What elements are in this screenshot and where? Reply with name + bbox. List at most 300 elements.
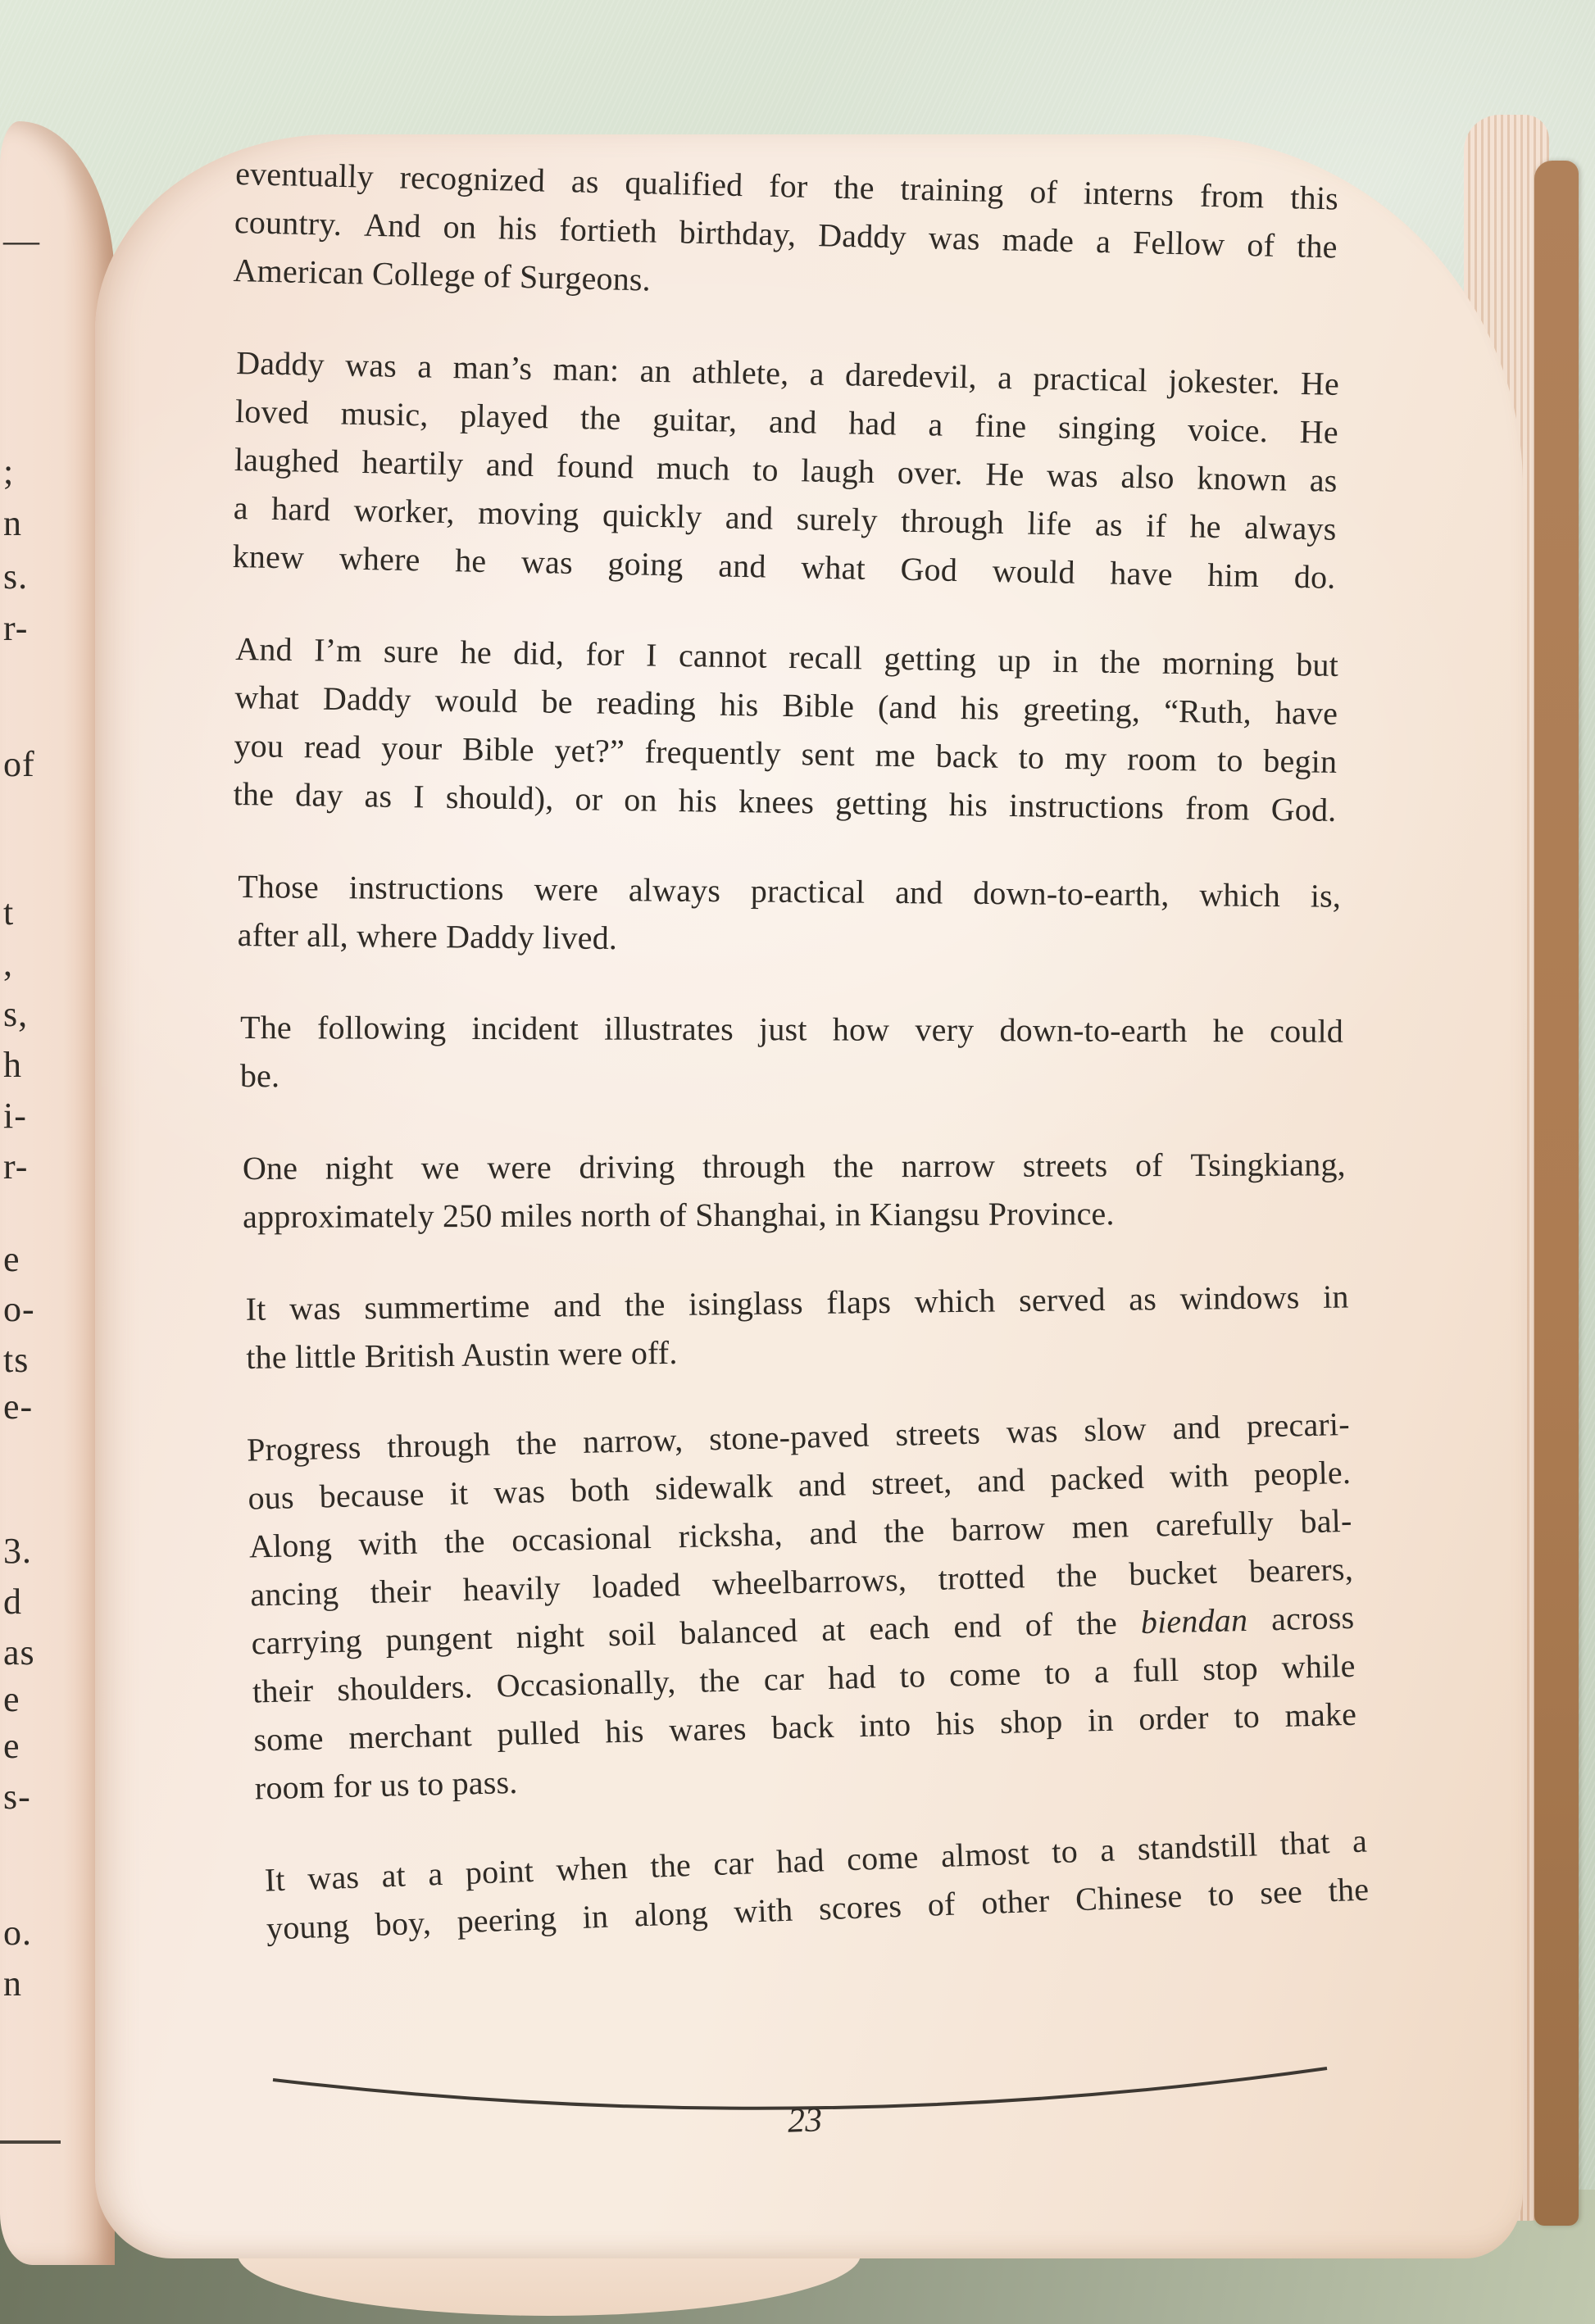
word: with — [733, 1891, 794, 1931]
word: incident — [471, 1010, 579, 1047]
word: along — [634, 1894, 709, 1934]
word: Daddy — [322, 679, 411, 719]
word: would — [992, 551, 1076, 591]
word: sent — [801, 735, 856, 774]
facing-page-text-fragment: ts — [3, 1340, 30, 1380]
word: reading — [596, 683, 697, 723]
word: following — [316, 1009, 447, 1046]
word: laugh — [800, 452, 875, 490]
facing-page-text-fragment: n — [3, 503, 22, 543]
word: to — [899, 1657, 926, 1695]
facing-page-text-fragment: of — [3, 744, 35, 784]
facing-page-text-fragment: h — [3, 1045, 22, 1085]
word: driving — [579, 1148, 675, 1186]
word: young — [266, 1907, 350, 1947]
word: day — [294, 776, 343, 814]
word: man’s — [452, 348, 533, 387]
facing-page-text-fragment: — — [3, 220, 40, 261]
word: narrow, — [582, 1421, 684, 1460]
word: to — [752, 451, 779, 488]
word: because — [319, 1475, 425, 1515]
word: we — [420, 1149, 460, 1187]
word: where — [339, 539, 420, 579]
word: see — [1259, 1872, 1303, 1912]
paragraph — [232, 338, 1339, 601]
word: what — [234, 679, 300, 717]
facing-page-text-fragment: e- — [3, 1387, 34, 1427]
facing-page-text-fragment: t — [3, 892, 15, 933]
word: was — [289, 1289, 342, 1328]
word: which — [1199, 876, 1281, 915]
word: pulled — [496, 1713, 581, 1753]
word: in — [1322, 1278, 1349, 1315]
word: It — [264, 1860, 286, 1899]
word: was — [1046, 456, 1099, 495]
word: the — [1075, 1604, 1118, 1642]
word: loved — [234, 393, 310, 431]
word: as — [1094, 506, 1124, 543]
word: instructions — [1008, 787, 1165, 826]
word: which — [914, 1282, 996, 1320]
word: night — [325, 1149, 394, 1187]
word: end — [952, 1606, 1002, 1645]
word: morning — [1161, 643, 1275, 683]
paragraph — [233, 149, 1339, 319]
word: and — [976, 1461, 1026, 1500]
word: through — [702, 1147, 807, 1186]
word: for — [585, 635, 625, 674]
word: his — [960, 689, 1000, 727]
word: guitar, — [652, 400, 738, 439]
word: to — [1043, 1653, 1071, 1691]
word: did, — [512, 634, 565, 672]
text-line: American College of Surgeons. — [233, 251, 652, 298]
word: that — [1279, 1823, 1331, 1863]
word: to — [1207, 1875, 1235, 1913]
word: to — [1216, 741, 1243, 779]
word: a — [1352, 1822, 1368, 1860]
word: worker, — [353, 491, 456, 531]
word: windows — [1179, 1278, 1300, 1317]
word: Those — [238, 868, 320, 906]
word: Bible — [461, 730, 535, 769]
word: could — [1270, 1012, 1344, 1050]
word: And — [234, 630, 293, 669]
word: the — [1296, 227, 1338, 266]
word: up — [997, 641, 1032, 679]
word: instructions — [348, 869, 505, 907]
word: carefully — [1155, 1504, 1275, 1544]
word: always — [1243, 508, 1337, 547]
word: of — [926, 1885, 957, 1923]
book-cover-edge — [1534, 161, 1579, 2226]
word: and — [894, 874, 943, 911]
word: moving — [477, 493, 580, 533]
word: laughed — [234, 441, 340, 480]
word: the — [1056, 1556, 1098, 1595]
word: recall — [788, 638, 863, 677]
word: was — [928, 219, 981, 257]
text-line: after all, where Daddy lived. — [237, 916, 618, 957]
word: my — [1064, 739, 1107, 777]
facing-page-text-fragment: e — [3, 1726, 20, 1766]
facing-page-text-fragment: i- — [3, 1096, 27, 1136]
text-line — [240, 1003, 1343, 1055]
word: bearers, — [1248, 1550, 1354, 1590]
paragraph — [240, 1003, 1343, 1104]
word: me — [875, 736, 916, 774]
word: “Ruth, — [1163, 692, 1252, 731]
word: and — [552, 1286, 602, 1324]
word: practical — [1033, 359, 1148, 399]
word: at — [820, 1610, 846, 1649]
word: the — [833, 168, 875, 207]
word: hard — [270, 489, 331, 529]
word: fine — [974, 406, 1027, 445]
word: heavily — [462, 1568, 561, 1609]
word: knew — [232, 537, 305, 576]
word: the — [443, 1522, 486, 1560]
word: I’m — [313, 631, 362, 670]
word: his — [935, 1704, 975, 1742]
word: as — [570, 162, 600, 201]
word: was — [520, 542, 574, 581]
word: quickly — [602, 496, 702, 535]
word: a — [416, 347, 433, 385]
word: had — [847, 404, 897, 443]
word: it — [449, 1474, 469, 1512]
text-line: approximately 250 miles north of Shanghai, in Kiangsu Province. — [243, 1195, 1115, 1235]
word: were — [487, 1148, 552, 1186]
word: Occasionally, — [496, 1663, 676, 1704]
word: when — [555, 1848, 629, 1888]
word: a — [233, 488, 249, 527]
word: He — [1300, 364, 1340, 402]
word: he — [454, 542, 487, 579]
word: or — [575, 780, 603, 818]
paragraph — [264, 1817, 1370, 1953]
word: yet?” — [554, 731, 625, 770]
word: begin — [1263, 742, 1338, 780]
word: training — [900, 170, 1005, 210]
word: back — [935, 737, 999, 775]
word: boy, — [374, 1904, 432, 1943]
word: sidewalk — [654, 1467, 774, 1507]
word: but — [1295, 646, 1339, 683]
facing-page-text-fragment: r- — [3, 1146, 29, 1187]
word: knees — [738, 783, 815, 821]
word: he — [1189, 507, 1222, 546]
word: street, — [870, 1463, 952, 1502]
word: back — [770, 1707, 835, 1746]
word: flaps — [826, 1282, 892, 1321]
word: in — [581, 1897, 609, 1936]
word: how — [832, 1010, 890, 1048]
facing-page-text-fragment: s, — [3, 994, 29, 1034]
word: the — [698, 1661, 741, 1700]
word: he — [1212, 1012, 1245, 1050]
word: car — [763, 1659, 805, 1698]
word: have — [1109, 554, 1174, 592]
word: of — [1029, 173, 1058, 211]
facing-page-text-fragment: s- — [3, 1777, 31, 1817]
word: through — [900, 502, 1005, 542]
word: qualified — [624, 163, 743, 204]
word: down-to-earth, — [972, 874, 1170, 913]
word: across — [1270, 1598, 1355, 1638]
word: and — [717, 547, 767, 585]
word: was — [307, 1858, 360, 1897]
paragraph — [243, 1140, 1346, 1241]
facing-page-text-fragment: o. — [3, 1913, 32, 1953]
facing-page-text-fragment: e — [3, 1679, 20, 1719]
facing-page-text-fragment: as — [3, 1632, 35, 1673]
word: into — [858, 1705, 911, 1745]
word: wares — [668, 1709, 748, 1749]
word: read — [303, 728, 361, 766]
word: order — [1138, 1699, 1210, 1738]
word: come — [948, 1654, 1022, 1694]
word: almost — [940, 1834, 1030, 1875]
word: biendan — [1140, 1600, 1248, 1641]
word: fortieth — [558, 211, 658, 250]
facing-page-text-fragment: r- — [3, 608, 29, 648]
word: and — [798, 1465, 847, 1504]
word: bal- — [1299, 1501, 1352, 1541]
word: from — [1199, 176, 1266, 216]
word: It — [245, 1290, 266, 1328]
word: at — [380, 1856, 407, 1895]
word: He — [984, 455, 1025, 493]
word: just — [758, 1010, 807, 1048]
paragraph — [246, 1400, 1358, 1813]
word: And — [363, 206, 422, 245]
word: merchant — [348, 1716, 473, 1756]
word: (and — [877, 688, 938, 726]
word: Tsingkiang, — [1190, 1146, 1346, 1183]
word: singing — [1057, 408, 1156, 447]
word: The — [240, 1009, 292, 1046]
word: the — [233, 774, 275, 813]
word: should), — [445, 778, 554, 817]
word: shop — [999, 1702, 1063, 1741]
word: he — [460, 633, 493, 671]
word: Along — [248, 1526, 333, 1565]
word: interns — [1083, 174, 1175, 213]
word: known — [1196, 459, 1288, 498]
word: balanced — [679, 1611, 798, 1652]
word: cannot — [678, 637, 768, 675]
word: was — [344, 346, 398, 384]
word: bucket — [1128, 1553, 1218, 1593]
word: night — [516, 1616, 585, 1655]
word: packed — [1050, 1458, 1145, 1498]
word: streets — [1022, 1146, 1108, 1184]
facing-page-text-fragment: ; — [3, 452, 15, 492]
word: room — [1126, 740, 1197, 778]
word: be — [541, 683, 574, 721]
word: through — [386, 1425, 491, 1465]
word: served — [1018, 1280, 1106, 1319]
word: peering — [456, 1899, 557, 1940]
word: a — [1095, 222, 1111, 261]
word: and — [725, 498, 774, 537]
word: man: — [552, 350, 620, 388]
word: getting — [884, 639, 977, 679]
word: I — [413, 778, 425, 815]
word: loaded — [592, 1566, 681, 1605]
word: on — [443, 207, 477, 246]
word: the — [1099, 642, 1141, 681]
word: illustrates — [604, 1010, 734, 1048]
word: your — [380, 729, 443, 767]
facing-page-rule-fragment — [0, 2140, 61, 2144]
word: in — [1052, 642, 1079, 680]
word: greeting, — [1022, 690, 1141, 729]
word: Bible — [782, 686, 855, 725]
word: shoulders. — [336, 1668, 474, 1709]
facing-page-text-fragment: e — [3, 1239, 20, 1279]
word: heartily — [361, 443, 464, 483]
word: of — [1134, 1146, 1163, 1184]
word: had — [775, 1841, 825, 1881]
word: do. — [1293, 557, 1336, 596]
word: was — [1006, 1412, 1059, 1450]
word: played — [459, 397, 549, 436]
word: wheelbarrows, — [711, 1560, 907, 1603]
word: while — [1281, 1646, 1356, 1686]
word: voice. — [1187, 411, 1269, 450]
word: for — [768, 166, 808, 205]
word: streets — [894, 1414, 981, 1453]
word: One — [242, 1149, 298, 1187]
word: as — [1129, 1280, 1157, 1318]
word: carrying — [251, 1622, 363, 1662]
text-line — [243, 1140, 1346, 1192]
word: surely — [796, 500, 879, 539]
word: come — [846, 1838, 920, 1878]
word: a — [997, 358, 1013, 397]
word: narrow — [901, 1146, 996, 1185]
word: occasional — [511, 1518, 652, 1559]
word: precari- — [1246, 1405, 1351, 1445]
word: people. — [1253, 1453, 1352, 1493]
word: was — [493, 1473, 546, 1511]
word: sure — [383, 632, 439, 670]
word: a — [928, 406, 943, 443]
word: him — [1206, 556, 1260, 595]
word: Daddy — [817, 216, 907, 256]
word: frequently — [644, 733, 782, 772]
word: the — [649, 1846, 692, 1885]
word: each — [868, 1609, 930, 1647]
word: slow — [1083, 1409, 1147, 1449]
word: always — [628, 871, 721, 910]
word: full — [1132, 1650, 1179, 1690]
word: trotted — [938, 1558, 1025, 1597]
facing-page-text-fragment: n — [3, 1963, 22, 2004]
word: found — [556, 447, 634, 486]
word: He — [1299, 412, 1339, 451]
word: of — [1025, 1605, 1053, 1644]
word: a — [427, 1854, 444, 1893]
word: the — [624, 1286, 666, 1323]
word: God. — [1270, 790, 1337, 828]
word: much — [656, 448, 731, 488]
word: a — [809, 355, 825, 393]
word: to — [1233, 1697, 1261, 1736]
word: had — [827, 1658, 877, 1696]
word: scores — [818, 1886, 902, 1927]
word: some — [252, 1719, 325, 1759]
word: ous — [247, 1478, 295, 1517]
word: down-to-earth — [999, 1011, 1188, 1050]
word: summertime — [364, 1287, 530, 1327]
word: music, — [340, 394, 429, 433]
word: stop — [1202, 1649, 1259, 1688]
word: an — [639, 352, 672, 390]
word: what — [800, 548, 866, 587]
word: Chinese — [1075, 1877, 1184, 1918]
word: as — [364, 777, 393, 815]
word: isinglass — [688, 1284, 803, 1323]
word: Fellow — [1132, 223, 1225, 263]
word: both — [570, 1470, 630, 1509]
word: a — [1093, 1652, 1110, 1691]
paragraph — [245, 1273, 1349, 1382]
page-number: 23 — [787, 2101, 823, 2140]
word: jokester. — [1167, 361, 1280, 402]
word: his — [604, 1712, 645, 1750]
word: his — [948, 785, 988, 824]
word: you — [234, 726, 284, 765]
word: with — [1169, 1456, 1229, 1496]
facing-page-text-fragment: , — [3, 943, 13, 983]
word: his — [719, 685, 759, 724]
page-text — [232, 149, 1370, 1998]
book-page — [95, 134, 1523, 2258]
word: getting — [834, 783, 929, 823]
word: from — [1184, 789, 1251, 828]
text-line: the little British Austin were off. — [246, 1333, 678, 1376]
word: athlete, — [691, 352, 789, 392]
facing-page-text-fragment: 3. — [3, 1531, 32, 1571]
word: to — [1018, 738, 1045, 776]
word: eventually — [234, 155, 375, 195]
word: over. — [897, 453, 964, 492]
word: birthday, — [679, 213, 797, 253]
word: standstill — [1136, 1826, 1258, 1868]
word: the — [883, 1512, 925, 1550]
word: would — [434, 681, 518, 720]
word: other — [980, 1881, 1051, 1922]
word: if — [1145, 506, 1167, 544]
word: the — [516, 1423, 557, 1462]
word: practical — [750, 872, 866, 910]
facing-page-text-fragment: o- — [3, 1289, 35, 1329]
word: barrow — [951, 1509, 1046, 1549]
word: and — [808, 1514, 858, 1552]
word: their — [252, 1671, 314, 1710]
word: God — [900, 550, 958, 588]
word: country. — [234, 203, 343, 243]
word: made — [1002, 220, 1075, 260]
word: his — [498, 209, 538, 247]
word: soil — [607, 1614, 657, 1654]
word: life — [1027, 504, 1073, 542]
word: and — [768, 402, 817, 441]
word: the — [833, 1147, 875, 1185]
